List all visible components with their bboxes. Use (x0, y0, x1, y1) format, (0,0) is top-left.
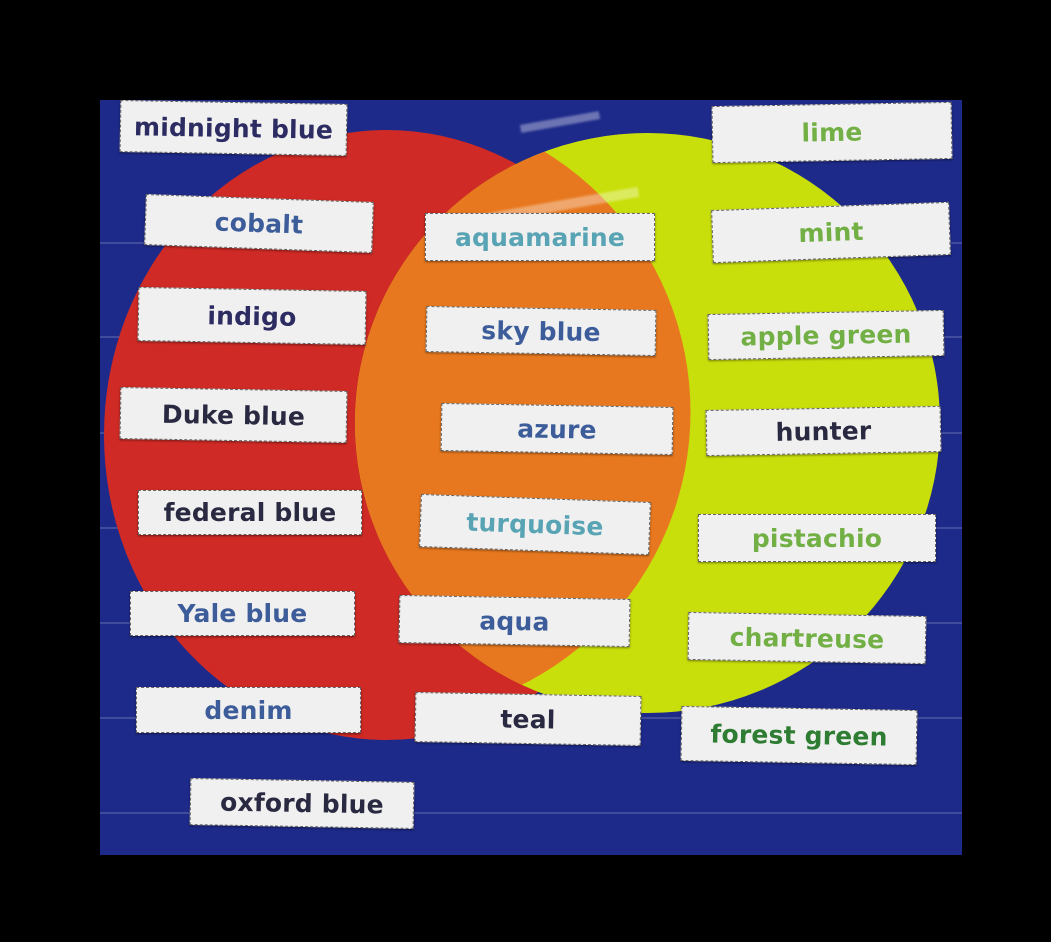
plastic-glare (520, 111, 600, 133)
label-card (711, 202, 951, 263)
card-text: federal blue (163, 498, 337, 527)
label-card (708, 310, 945, 360)
label-card (419, 494, 651, 555)
card-text: sky blue (481, 315, 601, 347)
card-text: hunter (775, 415, 872, 447)
label-card (712, 102, 953, 163)
card-text: aquamarine (454, 222, 625, 252)
label-card (120, 387, 348, 443)
card-text: teal (500, 704, 556, 734)
card-text: Yale blue (177, 599, 308, 628)
label-card (130, 591, 355, 636)
label-card (425, 213, 655, 261)
card-text: azure (516, 413, 597, 445)
label-card (415, 692, 642, 746)
label-card (144, 194, 374, 253)
card-text: midnight blue (133, 111, 334, 145)
label-card (138, 287, 367, 345)
card-text: forest green (710, 719, 888, 752)
card-text: denim (204, 695, 293, 725)
venn-pocket-chart (100, 100, 962, 855)
label-card (136, 687, 361, 733)
card-text: Duke blue (161, 399, 306, 431)
label-card (190, 778, 415, 829)
card-text: pistachio (751, 523, 883, 553)
label-card (426, 306, 657, 356)
label-card (138, 490, 362, 535)
card-text: cobalt (214, 207, 304, 240)
card-text: chartreuse (729, 622, 885, 654)
label-card (441, 403, 674, 455)
label-card (681, 706, 918, 765)
card-text: apple green (740, 319, 912, 351)
label-card (698, 514, 936, 562)
card-text: aqua (479, 605, 550, 637)
label-card (120, 100, 348, 156)
card-text: turquoise (465, 507, 605, 542)
card-text: mint (797, 216, 865, 249)
label-card (706, 406, 942, 456)
card-text: lime (801, 117, 863, 148)
label-card (688, 612, 927, 664)
label-card (399, 595, 631, 647)
card-text: indigo (207, 300, 297, 332)
card-text: oxford blue (219, 787, 385, 820)
